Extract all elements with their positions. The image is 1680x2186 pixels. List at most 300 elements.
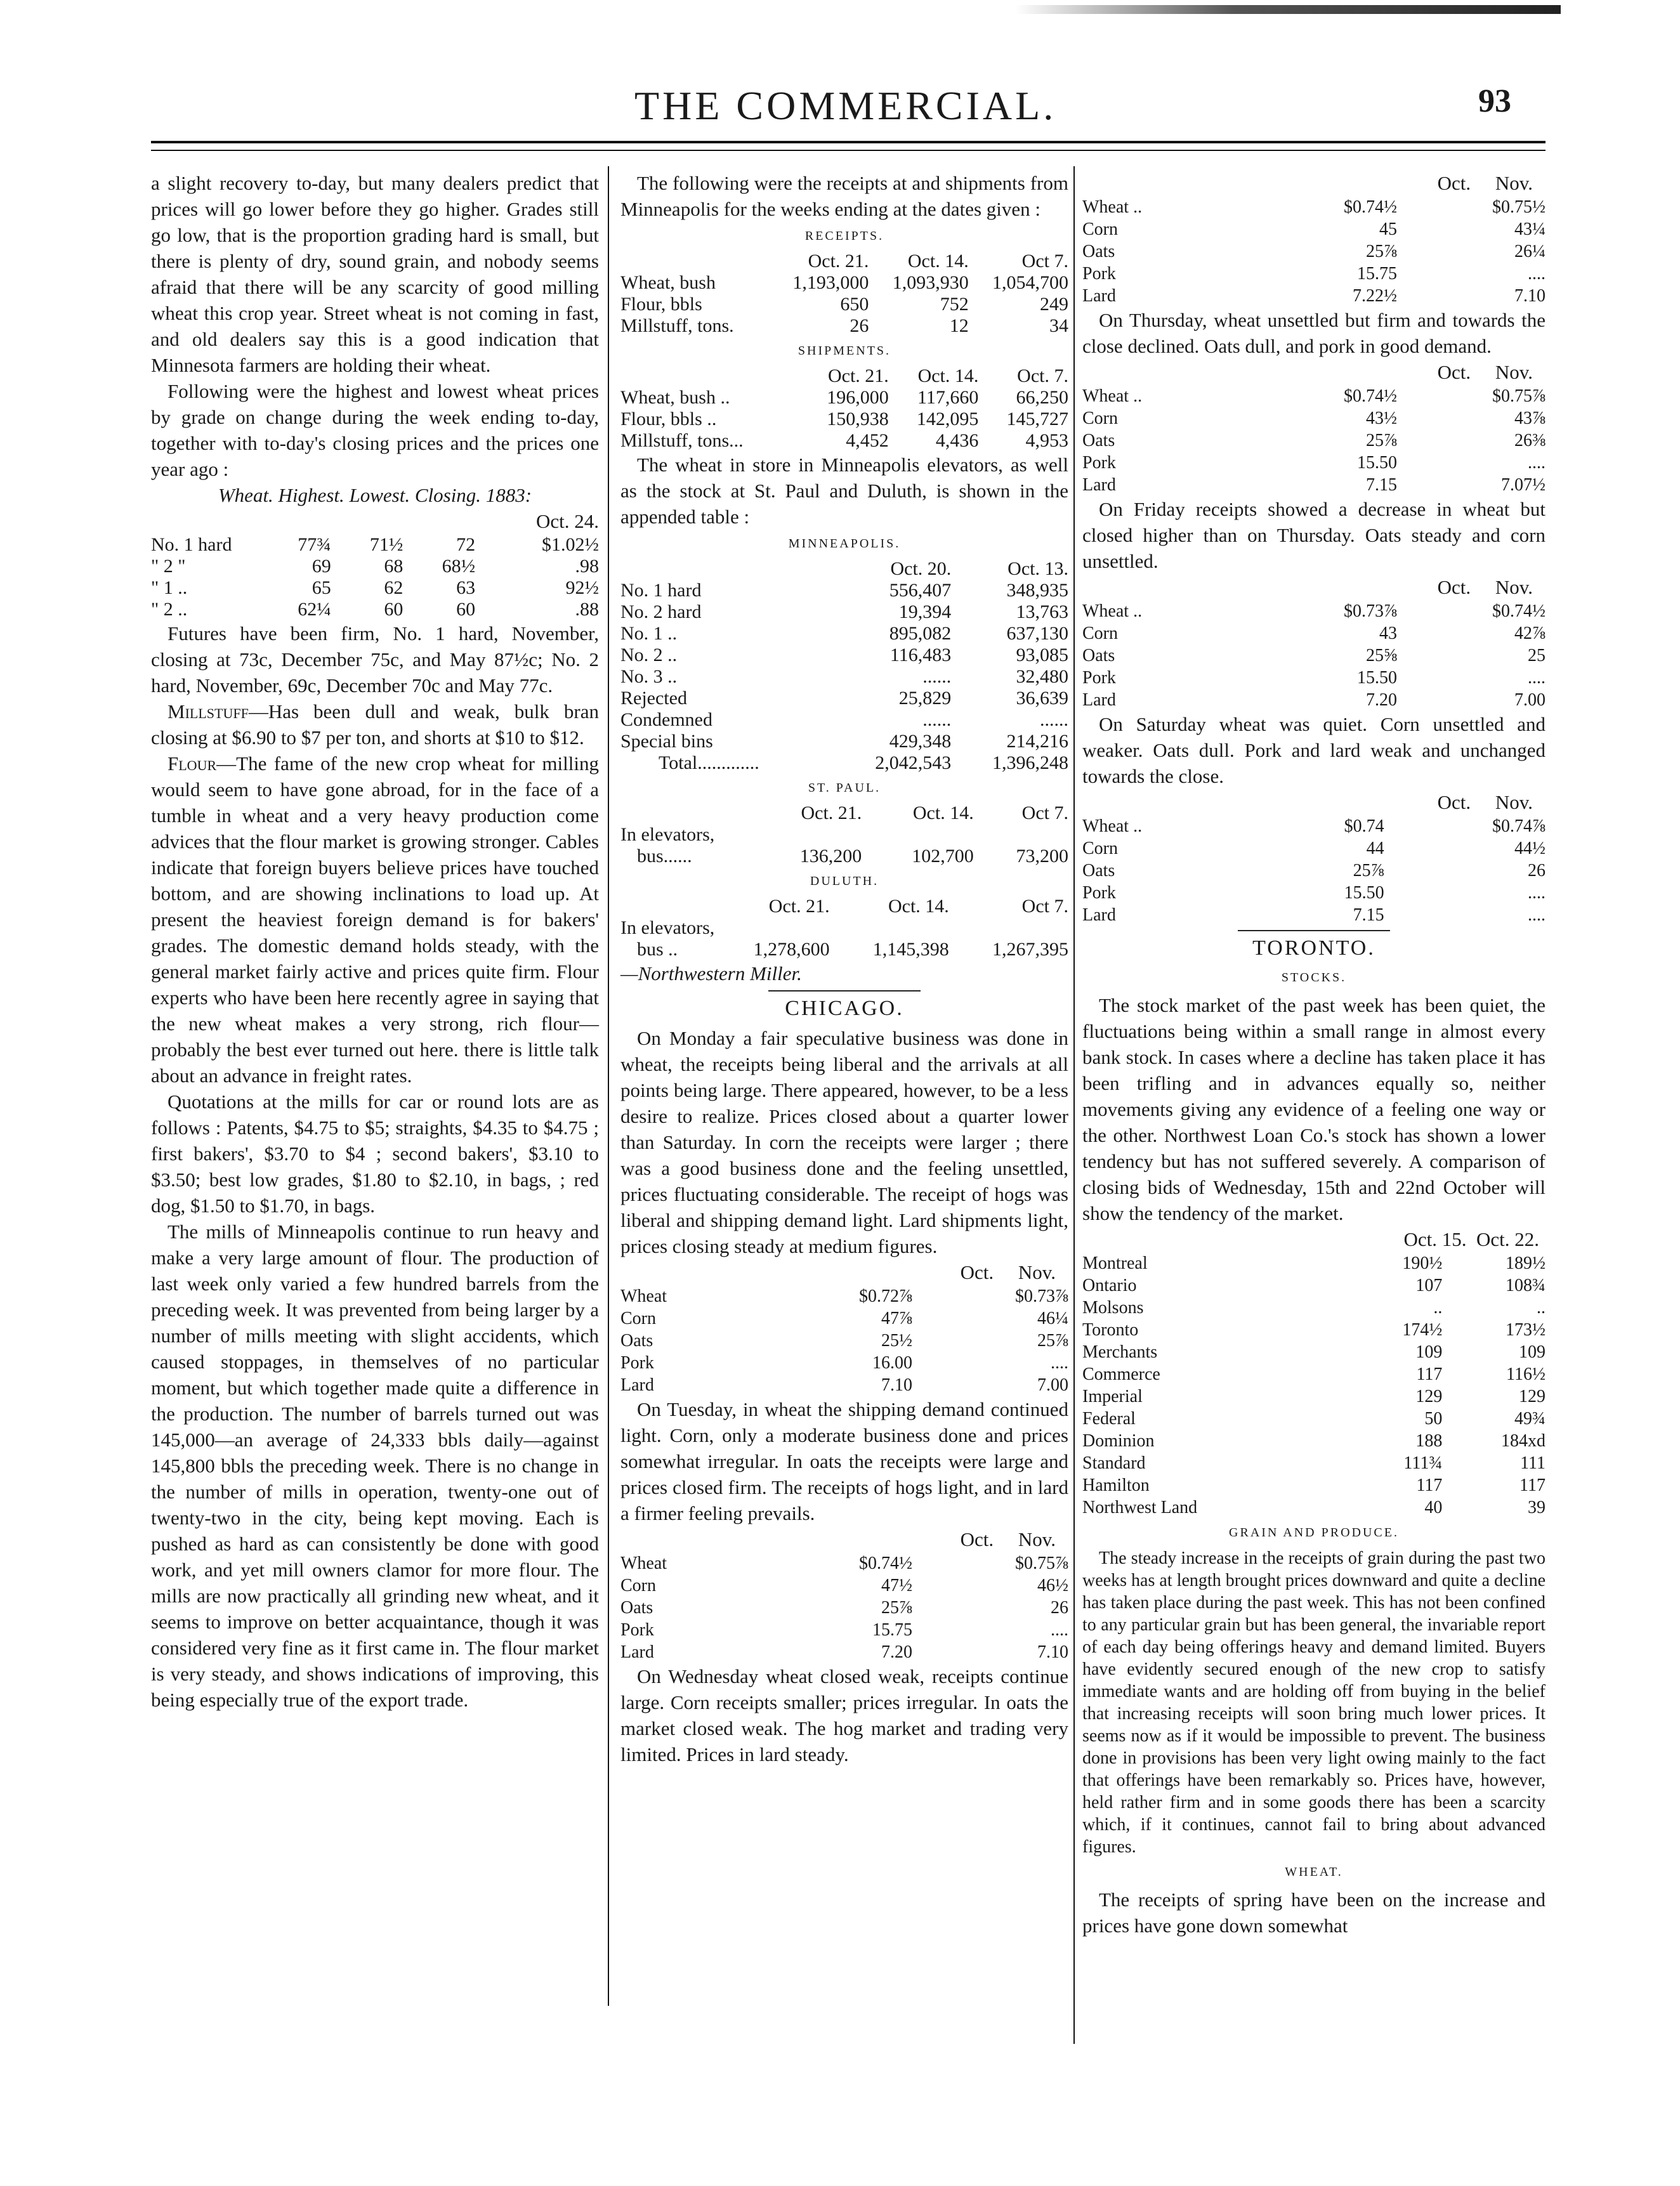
table-cell: No. 2 .. xyxy=(620,645,678,665)
paragraph xyxy=(151,698,599,750)
table-cell: Wheat .. xyxy=(1082,601,1143,621)
section-divider xyxy=(768,990,921,992)
column-3 xyxy=(1082,170,1545,1939)
table-row xyxy=(620,1641,1068,1663)
table-row xyxy=(1082,622,1545,645)
table-cell: $0.73⅞ xyxy=(1015,1286,1068,1306)
table-cell: Imperial xyxy=(1082,1387,1143,1406)
table-cell: 117 xyxy=(1519,1476,1545,1495)
table-cell: 25⅞ xyxy=(881,1598,912,1618)
table-header-cell: Nov. xyxy=(1018,1261,1056,1283)
table-cell: In elevators, xyxy=(620,824,715,845)
table-cell: Corn xyxy=(1082,219,1118,239)
table-cell: Corn xyxy=(1082,624,1118,643)
table-cell: 7.10 xyxy=(1037,1642,1068,1662)
paragraph: Futures have been firm, No. 1 hard, November, closing at 73c, December 75c, and May 87½c; No. 2 hard, November, 69c, December 70c and May 77c. xyxy=(151,622,599,697)
table-row xyxy=(151,534,599,556)
table-cell: No. 3 .. xyxy=(620,666,678,687)
table-cell: 109 xyxy=(1519,1342,1545,1362)
table-cell: 26⅜ xyxy=(1514,431,1545,450)
table-cell: 142,095 xyxy=(916,409,979,429)
top-edge-smudge xyxy=(1015,5,1561,14)
table-cell: Oats xyxy=(620,1598,653,1618)
table-row xyxy=(620,666,1068,688)
table-cell: 16.00 xyxy=(872,1353,912,1373)
column-1 xyxy=(151,170,599,1713)
table-cell: 116½ xyxy=(1506,1365,1545,1384)
table-cell: Pork xyxy=(1082,668,1116,688)
column-2 xyxy=(620,170,1068,1767)
minneapolis-elevator-table xyxy=(620,558,1068,774)
table-cell: ...... xyxy=(922,666,952,687)
table-cell: 49¾ xyxy=(1514,1409,1545,1429)
table-cell: 15.50 xyxy=(1357,668,1397,688)
paragraph: The following were the receipts at and shipments from Minneapolis for the weeks ending at the dates given : xyxy=(620,172,1068,220)
table-cell: 39 xyxy=(1528,1498,1545,1517)
table-cell: 109 xyxy=(1415,1342,1443,1362)
table-header-cell: Oct. xyxy=(1437,361,1471,383)
table-cell: Merchants xyxy=(1082,1342,1158,1362)
paragraph: The wheat in store in Minneapolis elevators, as well as the stock at St. Paul and Duluth, is shown in the appended table : xyxy=(620,454,1068,528)
table-cell: 650 xyxy=(840,294,869,315)
table-row xyxy=(1082,1341,1545,1363)
table-header-row xyxy=(620,1259,1068,1285)
header-rule-thin xyxy=(151,150,1545,151)
table-cell: 46½ xyxy=(1037,1576,1068,1595)
table-cell: Wheat .. xyxy=(1082,386,1143,406)
table-row xyxy=(620,1619,1068,1641)
table-cell: 43½ xyxy=(1366,409,1397,428)
duluth-table xyxy=(620,896,1068,960)
table-row xyxy=(1082,1274,1545,1297)
table-row xyxy=(620,272,1068,294)
table-header-cell: Nov. xyxy=(1018,1528,1056,1550)
table-cell: 72 xyxy=(456,534,476,555)
paragraph: On Tuesday, in wheat the shipping demand continued light. Corn, only a moderate business done and prices somewhat irregular. In oats the receipts were large and prices closed firm. The receipts of hogs light, and in lard a firmer feeling prevails. xyxy=(620,1398,1068,1524)
table-cell: 71½ xyxy=(369,534,404,555)
table-cell: Standard xyxy=(1082,1453,1146,1473)
table-cell: " 1 .. xyxy=(151,577,188,598)
table-row xyxy=(1082,1385,1545,1408)
table-cell: 45 xyxy=(1379,219,1397,239)
table-header-cell: Oct. 21. xyxy=(801,802,862,823)
paragraph: Following were the highest and lowest wheat prices by grade on change during the week ending to-day, together with to-day's closing prices and the prices one year ago : xyxy=(151,380,599,480)
table-cell: 249 xyxy=(1040,294,1068,315)
table-cell: $0.74½ xyxy=(858,1554,912,1573)
table-cell: Wheat, bush xyxy=(620,272,716,293)
table-row xyxy=(1082,240,1545,263)
table-cell: 13,763 xyxy=(1016,601,1068,622)
table-cell: 129 xyxy=(1415,1387,1443,1406)
table-row xyxy=(620,580,1068,601)
table-cell: 117,660 xyxy=(917,387,979,408)
table-row xyxy=(620,846,1068,867)
table-cell: 47⅞ xyxy=(881,1309,912,1328)
receipts-heading: RECEIPTS. xyxy=(804,229,884,243)
table-cell: Pork xyxy=(620,1353,654,1373)
table-cell: Montreal xyxy=(1082,1253,1148,1273)
table-cell: 26 xyxy=(1528,861,1545,880)
table-cell: 43⅞ xyxy=(1514,409,1545,428)
table-cell: 19,394 xyxy=(898,601,952,622)
table-cell: Wheat .. xyxy=(1082,816,1143,836)
table-row xyxy=(1082,474,1545,496)
table-row xyxy=(1082,196,1545,218)
table-row xyxy=(620,409,1068,430)
table-row xyxy=(620,824,1068,846)
table-cell: 2,042,543 xyxy=(875,752,952,773)
table-row xyxy=(620,1597,1068,1619)
table-cell: 117 xyxy=(1416,1476,1443,1495)
table-header-cell: Oct. 14. xyxy=(912,802,974,823)
table-cell: Commerce xyxy=(1082,1365,1160,1384)
table-cell: Flour, bbls .. xyxy=(620,409,717,429)
table-cell: 174½ xyxy=(1402,1320,1443,1340)
table-row xyxy=(1082,218,1545,240)
table-cell: 26 xyxy=(850,315,869,336)
table-cell: Northwest Land xyxy=(1082,1498,1198,1517)
table-cell: Lard xyxy=(1082,905,1116,925)
table-cell: Total............. xyxy=(659,752,759,773)
table-row xyxy=(620,688,1068,709)
table-cell: .98 xyxy=(575,556,599,577)
table-header-row xyxy=(1082,170,1545,196)
table-row xyxy=(1082,667,1545,689)
table-row xyxy=(1082,1252,1545,1274)
table-cell: 15.75 xyxy=(872,1620,912,1640)
table-cell: 7.15 xyxy=(1366,475,1397,495)
table-cell: 25⅞ xyxy=(1353,861,1384,880)
table-row xyxy=(1082,689,1545,711)
thursday-prices-table xyxy=(1082,385,1545,496)
table-row xyxy=(151,556,599,577)
table-cell: Pork xyxy=(1082,453,1116,473)
table-row xyxy=(620,315,1068,337)
table-row xyxy=(1082,815,1545,837)
table-header-cell: Oct. 15. xyxy=(1403,1228,1467,1250)
publication-title: THE COMMERCIAL. xyxy=(634,83,1057,128)
source-credit: —Northwestern Miller. xyxy=(620,962,802,985)
saturday-prices-table xyxy=(1082,815,1545,926)
paragraph: The mills of Minneapolis continue to run heavy and make a very large amount of flour. The production of last week only varied a few hundred barrels from the preceding week. It was prevented from being larger by a number of mills meeting with slight accidents, which caused stoppages, in themselves of no particular moment, but which together made quite a difference in the production. The number of barrels turned out was 145,000—an average of 24,333 bbls daily—against 145,800 bbls the preceding week. There is no change in the number of mills in operation, twenty-one out of twenty-two in the city, being kept moving. Each is pushed as hard as can consistently be done with good work, and yet mill owners clamor for more flour. The mills are now practically all grinding new wheat, and it seems to improve on better acquaintance, though it was considered very fine as it first came in. The flour market is very steady, and shows indications of improving, this being especially true of the export trade. xyxy=(151,1221,599,1711)
table-cell: 4,953 xyxy=(1025,430,1068,451)
table-cell: 116,483 xyxy=(889,645,952,665)
table-cell: $0.74½ xyxy=(1492,601,1545,621)
table-cell: Oats xyxy=(620,1331,653,1351)
table-cell: .... xyxy=(1528,883,1545,903)
table-cell: 7.07½ xyxy=(1501,475,1545,495)
table-cell: Corn xyxy=(620,1576,656,1595)
table-cell: Dominion xyxy=(1082,1431,1155,1451)
paragraph-text: —Has been dull and weak, bulk bran closing at $6.90 to $7 per ton, and shorts at $10 to $12. xyxy=(151,700,599,749)
table-cell: 111 xyxy=(1520,1453,1545,1473)
table-header-cell: Oct. 13. xyxy=(1007,558,1068,579)
grain-produce-heading: GRAIN AND PRODUCE. xyxy=(1229,1526,1399,1540)
table-row xyxy=(620,645,1068,666)
table-row xyxy=(1082,1363,1545,1385)
table-cell: Wheat xyxy=(620,1554,667,1573)
table-cell: 4,436 xyxy=(935,430,979,451)
table-row xyxy=(620,1374,1068,1396)
wheat-table-heading: Wheat. Highest. Lowest. Closing. 1883: xyxy=(218,484,532,506)
table-cell: $0.74 xyxy=(1344,816,1384,836)
table-row xyxy=(620,601,1068,623)
table-cell: .. xyxy=(1433,1298,1443,1318)
table-header-cell: Oct. 14. xyxy=(917,365,979,386)
table-cell: 7.20 xyxy=(1366,690,1397,710)
table-cell: .... xyxy=(1528,453,1545,473)
table-cell: 68 xyxy=(384,556,404,577)
table-header-row xyxy=(1082,359,1545,385)
table-header-cell: Oct. 14. xyxy=(888,896,949,917)
table-cell: No. 2 hard xyxy=(620,601,702,622)
table-cell: 25⅝ xyxy=(1366,646,1397,665)
table-header-row xyxy=(620,802,1068,824)
table-row xyxy=(1082,285,1545,307)
table-cell: .... xyxy=(1051,1353,1068,1373)
table-cell: 25⅞ xyxy=(1366,242,1397,261)
table-cell: 26 xyxy=(1051,1598,1068,1618)
table-cell: 7.00 xyxy=(1037,1375,1068,1395)
table-cell: 40 xyxy=(1424,1498,1443,1517)
table-cell: No. 1 hard xyxy=(620,580,702,601)
table-cell: 65 xyxy=(312,577,331,598)
table-header-row xyxy=(620,1526,1068,1552)
table-header-row xyxy=(1082,574,1545,600)
table-row xyxy=(1082,1452,1545,1474)
table-cell: Corn xyxy=(1082,839,1118,858)
table-cell: 25⅞ xyxy=(1366,431,1397,450)
table-cell: 62¼ xyxy=(298,599,331,620)
table-cell: 7.10 xyxy=(881,1375,912,1395)
table-cell: 69 xyxy=(312,556,331,577)
table-header-row xyxy=(620,558,1068,580)
table-cell: 25½ xyxy=(881,1331,912,1351)
table-row xyxy=(1082,429,1545,452)
table-cell: 60 xyxy=(384,599,404,620)
paragraph: The stock market of the past week has been quiet, the fluctuations being within a small range in almost every bank stock. In cases where a decline has taken place it has been trifling and in advances equally so, neither movements giving any evidence of a feeling one way or the other. Northwest Loan Co.'s stock has shown a lower tendency but has not suffered severely. A comparison of closing bids of Wednesday, 15th and 22nd October will show the tendency of the market. xyxy=(1082,994,1545,1224)
table-header-cell: Nov. xyxy=(1495,172,1533,194)
toronto-heading: TORONTO. xyxy=(1252,936,1375,960)
table-cell: 15.75 xyxy=(1357,264,1397,284)
table-header-cell: Oct. xyxy=(960,1528,994,1550)
table-header-cell: Oct 7. xyxy=(1021,251,1068,272)
table-cell: Condemned xyxy=(620,709,712,730)
table-cell: No. 1 hard xyxy=(151,534,232,555)
monday-prices-table xyxy=(620,1285,1068,1396)
table-cell: 1,396,248 xyxy=(992,752,1068,773)
table-cell: 32,480 xyxy=(1016,666,1068,687)
table-cell: 188 xyxy=(1415,1431,1443,1451)
table-cell: Lard xyxy=(1082,690,1116,710)
table-header-cell: Oct 7. xyxy=(1021,802,1068,823)
table-cell: .... xyxy=(1528,264,1545,284)
table-cell: Oats xyxy=(1082,861,1115,880)
table-cell: 46¼ xyxy=(1037,1309,1068,1328)
table-cell: Wheat, bush .. xyxy=(620,387,730,408)
table-cell: Pork xyxy=(620,1620,654,1640)
table-cell: 111¾ xyxy=(1403,1453,1443,1473)
table-cell: 47½ xyxy=(881,1576,912,1595)
table-cell: $0.75⅞ xyxy=(1015,1554,1068,1573)
table-cell: 1,054,700 xyxy=(992,272,1068,293)
table-row xyxy=(1082,263,1545,285)
table-cell: Ontario xyxy=(1082,1276,1137,1295)
table-cell: $0.73⅞ xyxy=(1344,601,1397,621)
tuesday-prices-table xyxy=(620,1552,1068,1663)
table-cell: 214,216 xyxy=(1006,731,1068,752)
table-header-cell: Oct. xyxy=(1437,172,1471,194)
table-header-cell: Oct. 14. xyxy=(907,251,969,272)
table-row xyxy=(1082,1408,1545,1430)
table-row xyxy=(620,623,1068,645)
table-cell: 1,193,000 xyxy=(792,272,869,293)
table-cell: .... xyxy=(1051,1620,1068,1640)
table-row xyxy=(620,1574,1068,1597)
table-row xyxy=(620,387,1068,409)
table-cell: Pork xyxy=(1082,264,1116,284)
table-cell: Millstuff, tons... xyxy=(620,430,744,451)
table-cell: $0.75½ xyxy=(1492,197,1545,217)
table-cell: ...... xyxy=(1040,709,1068,730)
table-header-cell: Oct. 20. xyxy=(890,558,952,579)
table-header-cell: Nov. xyxy=(1495,361,1533,383)
table-cell: 25 xyxy=(1528,646,1545,665)
table-cell: 102,700 xyxy=(912,846,974,867)
table-cell: Lard xyxy=(1082,475,1116,495)
page-number: 93 xyxy=(1478,83,1511,119)
wheat-grade-table xyxy=(151,534,599,620)
table-cell: 77¾ xyxy=(298,534,331,555)
paragraph: On Monday a fair speculative business was done in wheat, the receipts being liberal and the arrivals at all points being large. There appeared, however, to be a less desire to realize. Prices closed about a quarter lower than Saturday. In corn the receipts were larger ; there was a good business done and the feeling unsettled, prices fluctuating considerable. The receipt of hogs was liberal and shipping demand light. Lard shipments light, prices closing steady at medium figures. xyxy=(620,1027,1068,1257)
table-row xyxy=(1082,837,1545,860)
table-cell: 60 xyxy=(456,599,476,620)
table-row xyxy=(1082,860,1545,882)
table-cell: 895,082 xyxy=(889,623,952,644)
table-header-cell: Oct. 22. xyxy=(1476,1228,1539,1250)
table-cell: 43 xyxy=(1379,624,1397,643)
run-in-heading: Flour xyxy=(167,752,217,775)
table-cell: 15.50 xyxy=(1344,883,1384,903)
table-row xyxy=(151,577,599,599)
table-cell: .... xyxy=(1528,668,1545,688)
wheat-heading: WHEAT. xyxy=(1285,1865,1343,1879)
paragraph: On Thursday, wheat unsettled but firm and towards the close declined. Oats dull, and pork in good demand. xyxy=(1082,309,1545,357)
table-cell: 26¼ xyxy=(1514,242,1545,261)
table-cell: 34 xyxy=(1049,315,1068,336)
table-header-cell: Oct. xyxy=(960,1261,994,1283)
table-cell: Wheat xyxy=(620,1286,667,1306)
receipts-table xyxy=(620,251,1068,337)
paragraph-text: —The fame of the new crop wheat for milling would seem to have gone abroad, for in the face of a tumble in wheat and a very heavy production come advices that the flour market is growing stronger. Cables indicate that foreign buyers believe prices have touched bottom, and are showing inclinations to load up. At present the heaviest foreign demand is for bakers' grades. The domestic demand holds steady, with the general market fairly active and prices quite firm. Flour experts who have been here recently agree in saying that the new wheat makes a very strong, rich flour—probably the best ever turned out here. there is little talk about an advance in freight rates. xyxy=(151,752,599,1087)
table-cell: 63 xyxy=(456,577,476,598)
table-header-cell: Oct. 7. xyxy=(1017,365,1068,386)
table-row xyxy=(1082,904,1545,926)
st-paul-table xyxy=(620,802,1068,867)
table-row xyxy=(620,1330,1068,1352)
paragraph: On Friday receipts showed a decrease in wheat but closed higher than on Thursday. Oats steady and corn unsettled. xyxy=(1082,498,1545,572)
table-cell: 44 xyxy=(1366,839,1384,858)
shipments-heading: SHIPMENTS. xyxy=(797,344,891,358)
table-cell: 73,200 xyxy=(1016,846,1068,867)
table-cell: 637,130 xyxy=(1006,623,1068,644)
chicago-heading: CHICAGO. xyxy=(785,997,904,1020)
table-row xyxy=(1082,645,1545,667)
table-cell: 752 xyxy=(940,294,969,315)
table-cell: 42⅞ xyxy=(1514,624,1545,643)
table-cell: 15.50 xyxy=(1357,453,1397,473)
table-row xyxy=(1082,600,1545,622)
table-cell: " 2 .. xyxy=(151,599,188,620)
table-cell: No. 1 .. xyxy=(620,623,678,644)
table-row xyxy=(620,1352,1068,1374)
table-header-row xyxy=(620,251,1068,272)
table-cell: 4,452 xyxy=(846,430,889,451)
table-row xyxy=(1082,1297,1545,1319)
table-cell: 92½ xyxy=(565,577,599,598)
paragraph xyxy=(151,750,599,1089)
table-cell: $0.74½ xyxy=(1344,197,1397,217)
table-cell: Millstuff, tons. xyxy=(620,315,734,336)
table-cell: 189½ xyxy=(1506,1253,1545,1273)
table-header-cell: Oct. xyxy=(1437,576,1471,598)
table-cell: 93,085 xyxy=(1016,645,1068,665)
table-cell: $0.74⅞ xyxy=(1492,816,1545,836)
paragraph: Quotations at the mills for car or round lots are as follows : Patents, $4.75 to $5; straights, $4.35 to $4.75 ; first bakers', $3.70 to $4 ; second bakers', $3.10 to $3.50; best low grades, $1.80 to $2.10, in bags, ; red dog, $1.50 to $1.70, in bags. xyxy=(151,1090,599,1217)
table-row xyxy=(1082,407,1545,429)
table-cell: 1,093,930 xyxy=(892,272,969,293)
table-cell: Oats xyxy=(1082,646,1115,665)
table-cell: 7.00 xyxy=(1514,690,1545,710)
table-cell: 145,727 xyxy=(1006,409,1068,429)
stock-bids-table xyxy=(1082,1252,1545,1519)
table-cell: 1,145,398 xyxy=(872,939,949,960)
table-cell: Hamilton xyxy=(1082,1476,1150,1495)
table-cell: 1,267,395 xyxy=(992,939,1068,960)
table-header-cell: Oct. xyxy=(1437,791,1471,813)
section-divider xyxy=(1238,930,1390,931)
table-row xyxy=(620,430,1068,452)
table-cell: ...... xyxy=(922,709,952,730)
table-cell: 7.10 xyxy=(1514,286,1545,306)
table-cell: 184xd xyxy=(1501,1431,1545,1451)
table-row xyxy=(620,1307,1068,1330)
table-cell: Toronto xyxy=(1082,1320,1139,1340)
table-cell: Wheat .. xyxy=(1082,197,1143,217)
table-row xyxy=(1082,1496,1545,1519)
table-cell: bus...... xyxy=(637,846,692,867)
table-cell: 68½ xyxy=(442,556,476,577)
table-row xyxy=(620,917,1068,939)
table-cell: Federal xyxy=(1082,1409,1136,1429)
table-row xyxy=(620,939,1068,960)
table-row xyxy=(620,1552,1068,1574)
table-header-cell: Oct 7. xyxy=(1021,896,1068,917)
table-cell: 173½ xyxy=(1506,1320,1545,1340)
table-cell: 66,250 xyxy=(1016,387,1068,408)
table-cell: Lard xyxy=(620,1375,654,1395)
table-cell: bus .. xyxy=(637,939,678,960)
table-cell: Corn xyxy=(620,1309,656,1328)
run-in-heading: Millstuff xyxy=(167,700,249,723)
wheat-table-date: Oct. 24. xyxy=(535,510,599,532)
table-cell: 108¾ xyxy=(1506,1276,1545,1295)
table-cell: Flour, bbls xyxy=(620,294,702,315)
table-cell: 12 xyxy=(949,315,969,336)
table-cell: Lard xyxy=(620,1642,654,1662)
table-row xyxy=(151,599,599,620)
table-row xyxy=(1082,385,1545,407)
